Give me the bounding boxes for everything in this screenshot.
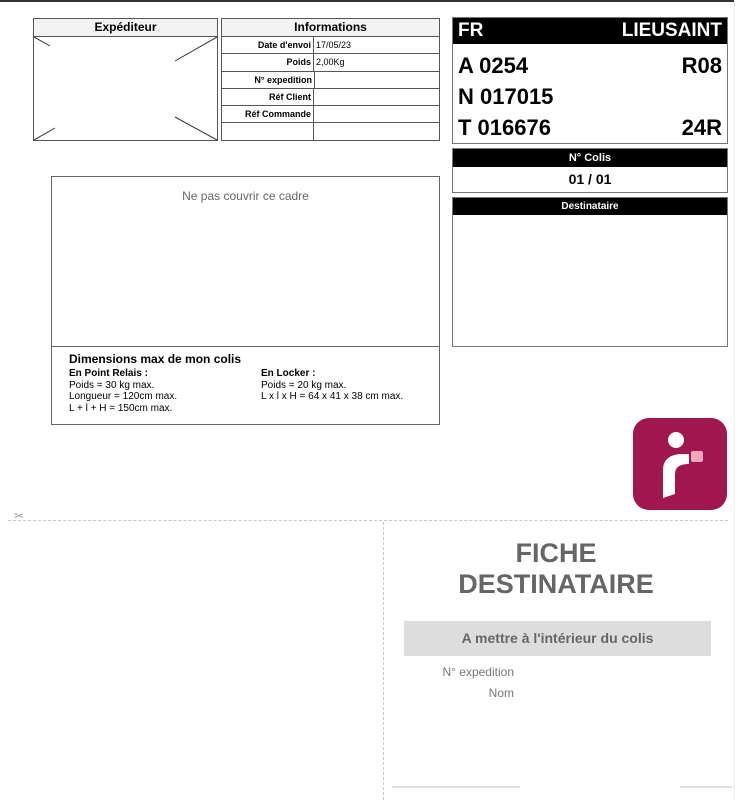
info-label: Réf Commande [222, 106, 314, 122]
cut-line-horizontal [8, 520, 728, 521]
inside-parcel-band: A mettre à l'intérieur du colis [404, 621, 711, 656]
routing-box [452, 17, 728, 144]
relay-title: En Point Relais : [69, 368, 148, 379]
info-label: Date d'envoi [222, 37, 314, 53]
info-row-weight [222, 54, 439, 71]
routing-country: FR [458, 20, 484, 41]
signature-line-left [392, 786, 520, 788]
info-row-date [222, 37, 439, 54]
locker-limits [261, 368, 403, 414]
info-value: 17/05/23 [316, 40, 352, 50]
parcel-count-value: 01 / 01 [568, 171, 612, 187]
info-header: Informations [222, 19, 439, 37]
info-label [222, 123, 314, 140]
parcel-count-box [452, 148, 728, 193]
info-table [221, 18, 440, 141]
relay-logo-icon [633, 418, 727, 510]
locker-line: Poids = 20 kg max. [261, 379, 347, 391]
sender-box [33, 18, 218, 141]
page-top-edge [0, 0, 735, 2]
relay-line: L + l + H = 150cm max. [69, 402, 173, 414]
routing-line [453, 50, 727, 81]
locker-title: En Locker : [261, 368, 316, 379]
do-not-cover-frame [51, 176, 440, 425]
info-row-empty [222, 123, 439, 140]
do-not-cover-notice: Ne pas couvrir ce cadre [182, 189, 309, 203]
relay-line: Poids = 30 kg max. [69, 379, 155, 391]
routing-sub: 24R [681, 114, 722, 140]
routing-city: LIEUSAINT [621, 20, 722, 41]
max-dimensions-section [52, 346, 439, 425]
info-value: 2,00Kg [316, 57, 345, 68]
recipient-sheet-title-line2: DESTINATAIRE [458, 569, 654, 599]
info-row-client-ref [222, 89, 439, 106]
recipient-sheet-title-line1: FICHE [515, 538, 597, 568]
relay-limits [69, 368, 261, 414]
info-label: Réf Client [222, 89, 314, 105]
routing-header [453, 18, 727, 44]
routing-code: A 0254 [458, 52, 529, 78]
info-value [314, 89, 439, 105]
recipient-sheet-name-label: Nom [488, 686, 514, 700]
info-row-expedition [222, 72, 439, 89]
parcel-count-header: N° Colis [453, 149, 727, 167]
recipient-box [452, 197, 728, 347]
locker-line: L x l x H = 64 x 41 x 38 cm max. [261, 391, 404, 402]
info-value [314, 72, 439, 88]
signature-line-right [680, 786, 732, 788]
info-value [314, 123, 439, 140]
sender-header: Expéditeur [34, 19, 217, 37]
info-label: N° expedition [254, 74, 312, 85]
cut-line-vertical [383, 522, 384, 800]
info-label: Poids [222, 54, 314, 70]
routing-code: T 016676 [458, 114, 551, 140]
routing-line [453, 112, 727, 143]
max-dimensions-title: Dimensions max de mon colis [69, 352, 242, 366]
relay-line: Longueur = 120cm max. [69, 391, 178, 402]
recipient-header: Destinataire [453, 198, 727, 215]
routing-code: N 017015 [458, 83, 554, 109]
recipient-sheet-expedition-label: N° expedition [442, 665, 514, 679]
sender-corner-marks [34, 37, 217, 140]
info-row-order-ref [222, 106, 439, 123]
scissors-icon: ✂ [14, 509, 25, 523]
routing-sub: R08 [681, 52, 722, 78]
info-value [314, 106, 439, 122]
routing-line [453, 81, 727, 112]
recipient-sheet-title [386, 538, 726, 600]
